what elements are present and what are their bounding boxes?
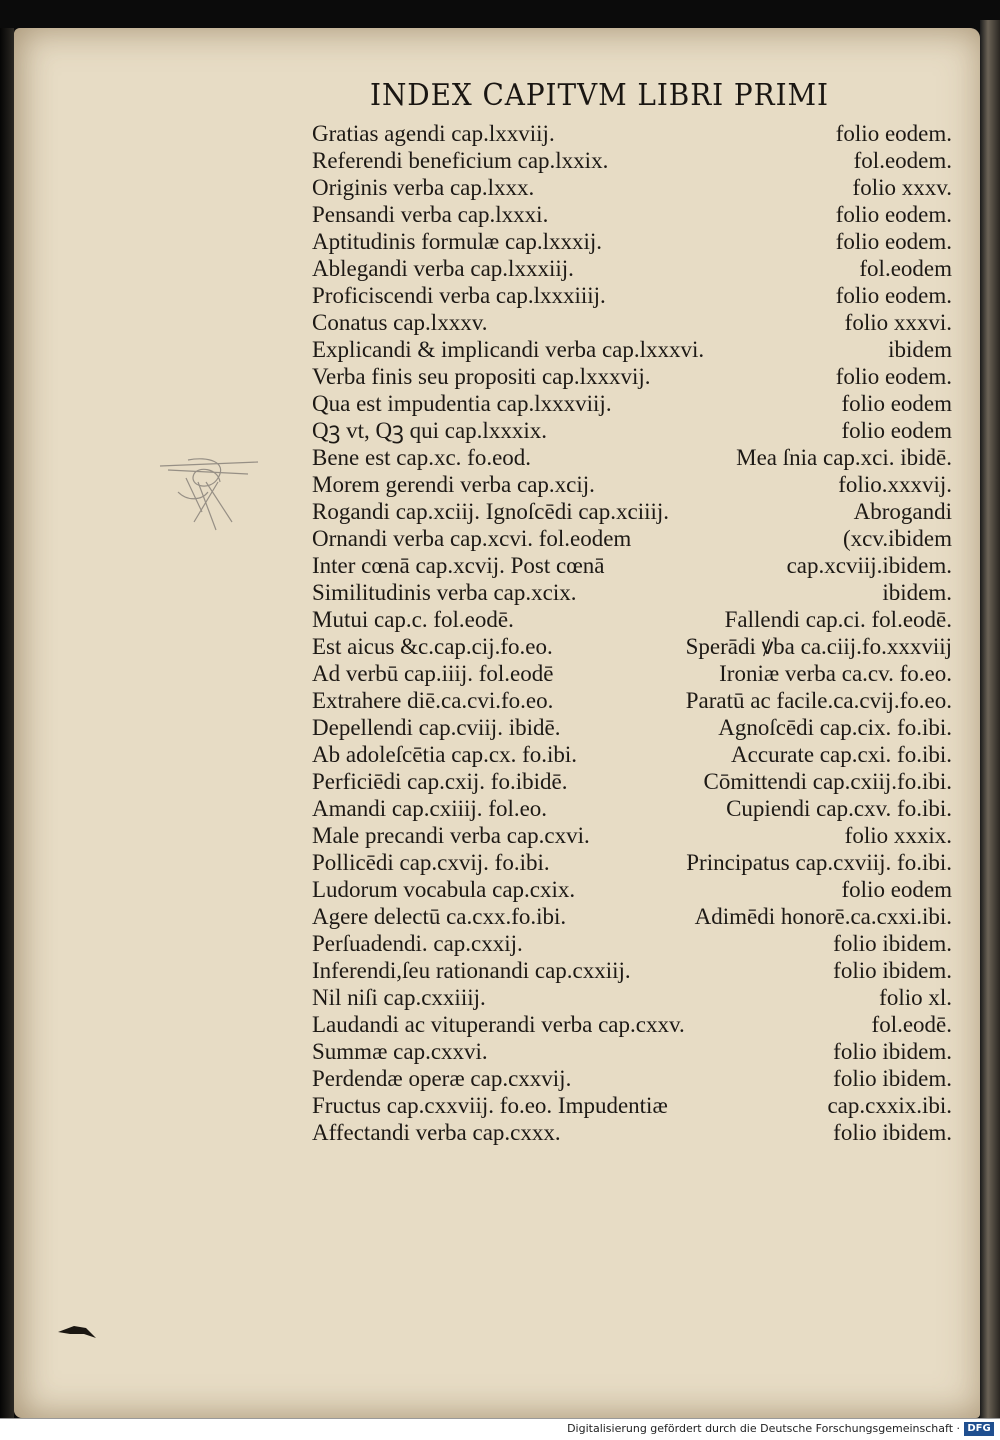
entry-text: Verba finis seu propositi cap.lxxxvij. (312, 364, 651, 389)
index-entry (312, 525, 952, 552)
index-entry (312, 633, 952, 660)
entry-folio: folio ibidem. (833, 1066, 952, 1091)
entry-folio: folio eodem (841, 391, 952, 416)
index-entry (312, 552, 952, 579)
entry-text: Agere delectū ca.cxx.fo.ibi. (312, 904, 567, 929)
scan-left-border (0, 28, 14, 1418)
scan-right-border (980, 20, 1000, 1420)
entry-folio: ibidem (888, 337, 952, 362)
entry-text: Extrahere diē.ca.cvi.fo.eo. (312, 688, 554, 713)
ink-blot (56, 1320, 100, 1342)
footer-credit: Digitalisierung gefördert durch die Deutsche Forschungsgemeinschaft · (567, 1422, 960, 1435)
entry-text: Explicandi & implicandi verba cap.lxxxvi. (312, 337, 705, 362)
index-entry (312, 471, 952, 498)
index-entry (312, 363, 952, 390)
entry-folio: folio ibidem. (833, 1120, 952, 1145)
entry-folio: Fallendi cap.ci. fol.eodē. (724, 607, 952, 632)
entry-text: Qꝫ vt, Qꝫ qui cap.lxxxix. (312, 418, 547, 443)
entry-text: Inter cœnā cap.xcvij. Post cœnā (312, 553, 605, 578)
index-entry (312, 1011, 952, 1038)
entry-text: Fructus cap.cxxviij. fo.eo. Impudentiæ (312, 1093, 668, 1118)
entry-folio: folio ibidem. (833, 958, 952, 983)
entry-folio: folio xl. (879, 985, 952, 1010)
entry-folio: folio eodem. (835, 283, 952, 308)
entry-text: Ornandi verba cap.xcvi. fol.eodem (312, 526, 632, 551)
entry-folio: folio xxxv. (852, 175, 952, 200)
index-entry (312, 930, 952, 957)
index-entry (312, 1065, 952, 1092)
index-entry (312, 606, 952, 633)
index-entry (312, 687, 952, 714)
entry-folio: Cupiendi cap.cxv. fo.ibi. (726, 796, 952, 821)
entry-text: Ludorum vocabula cap.cxix. (312, 877, 576, 902)
index-entry (312, 498, 952, 525)
entry-folio: ibidem. (882, 580, 952, 605)
entry-text: Referendi beneficium cap.lxxix. (312, 148, 609, 173)
entry-folio: folio.xxxvij. (838, 472, 952, 497)
index-entry (312, 174, 952, 201)
index-entry (312, 444, 952, 471)
index-entry (312, 255, 952, 282)
entry-text: Ab adoleſcētia cap.cx. fo.ibi. (312, 742, 578, 767)
entry-folio: Sperādi ꝟba ca.ciij.fo.xxxviij (685, 634, 952, 659)
entry-text: Rogandi cap.xciij. Ignoſcēdi cap.xciiij. (312, 499, 670, 524)
entry-folio: fol.eodem. (853, 148, 952, 173)
entry-text: Bene est cap.xc. fo.eod. (312, 445, 532, 470)
index-entry (312, 660, 952, 687)
index-entry (312, 984, 952, 1011)
entry-text: Amandi cap.cxiiij. fol.eo. (312, 796, 548, 821)
entry-folio: Ironiæ verba ca.cv. fo.eo. (719, 661, 952, 686)
entry-folio: folio ibidem. (833, 931, 952, 956)
entry-text: Proficiscendi verba cap.lxxxiiij. (312, 283, 606, 308)
index-entry (312, 228, 952, 255)
index-entry (312, 390, 952, 417)
entry-folio: Paratū ac facile.ca.cvij.fo.eo. (685, 688, 952, 713)
entry-text: Qua est impudentia cap.lxxxviij. (312, 391, 612, 416)
entry-text: Perdendæ operæ cap.cxxvij. (312, 1066, 572, 1091)
entry-text: Summæ cap.cxxvi. (312, 1039, 488, 1064)
index-entry (312, 309, 952, 336)
entry-text: Depellendi cap.cviij. ibidē. (312, 715, 561, 740)
index-entry (312, 822, 952, 849)
entry-text: Male precandi verba cap.cxvi. (312, 823, 590, 848)
entry-folio: Mea ſnia cap.xci. ibidē. (736, 445, 952, 470)
entry-folio: fol.eodē. (871, 1012, 952, 1037)
entry-text: Aptitudinis formulæ cap.lxxxij. (312, 229, 603, 254)
entry-text: Perficiēdi cap.cxij. fo.ibidē. (312, 769, 568, 794)
index-entry (312, 1119, 952, 1146)
entry-text: Nil niſi cap.cxxiiij. (312, 985, 486, 1010)
entry-folio: Abrogandi (853, 499, 952, 524)
index-entry (312, 849, 952, 876)
entry-folio: folio eodem. (835, 202, 952, 227)
index-entry (312, 795, 952, 822)
entry-folio: folio eodem. (835, 364, 952, 389)
entry-folio: Principatus cap.cxviij. fo.ibi. (686, 850, 952, 875)
index-entry (312, 903, 952, 930)
entry-text: Similitudinis verba cap.xcix. (312, 580, 577, 605)
index-entry (312, 147, 952, 174)
entry-text: Perſuadendi. cap.cxxij. (312, 931, 523, 956)
entry-folio: fol.eodem (859, 256, 952, 281)
entry-text: Laudandi ac vituperandi verba cap.cxxv. (312, 1012, 685, 1037)
entry-text: Mutui cap.c. fol.eodē. (312, 607, 514, 632)
index-entry (312, 1038, 952, 1065)
entry-text: Ablegandi verba cap.lxxxiij. (312, 256, 574, 281)
entry-text: Affectandi verba cap.cxxx. (312, 1120, 561, 1145)
page-title: INDEX CAPITVM LIBRI PRIMI (370, 78, 829, 113)
entry-folio: Cōmittendi cap.cxiij.fo.ibi. (703, 769, 952, 794)
entry-text: Ad verbū cap.iiij. fol.eodē (312, 661, 554, 686)
index-entry (312, 579, 952, 606)
entry-text: Originis verba cap.lxxx. (312, 175, 535, 200)
entry-folio: (xcv.ibidem (842, 526, 952, 551)
entry-folio: Agnoſcēdi cap.cix. fo.ibi. (718, 715, 952, 740)
digitization-footer (0, 1418, 1000, 1440)
entry-text: Est aicus &c.cap.cij.fo.eo. (312, 634, 553, 659)
dfg-logo[interactable]: DFG (964, 1422, 994, 1436)
entry-folio: cap.xcviij.ibidem. (786, 553, 952, 578)
index-entry (312, 336, 952, 363)
entry-text: Conatus cap.lxxxv. (312, 310, 488, 335)
index-entry (312, 201, 952, 228)
index-entry (312, 120, 952, 147)
index-entry (312, 1092, 952, 1119)
entry-folio: folio eodem. (835, 121, 952, 146)
index-entry (312, 741, 952, 768)
chapter-index-list (312, 120, 952, 1146)
entry-text: Pollicēdi cap.cxvij. fo.ibi. (312, 850, 550, 875)
entry-folio: Adimēdi honorē.ca.cxxi.ibi. (694, 904, 952, 929)
marginal-sketch (158, 452, 264, 542)
entry-folio: cap.cxxix.ibi. (827, 1093, 952, 1118)
index-entry (312, 876, 952, 903)
entry-folio: folio eodem (841, 877, 952, 902)
entry-text: Morem gerendi verba cap.xcij. (312, 472, 595, 497)
index-entry (312, 957, 952, 984)
entry-folio: folio xxxix. (844, 823, 952, 848)
entry-folio: folio xxxvi. (844, 310, 952, 335)
index-entry (312, 417, 952, 444)
entry-folio: folio eodem (841, 418, 952, 443)
entry-text: Gratias agendi cap.lxxviij. (312, 121, 555, 146)
index-entry (312, 282, 952, 309)
index-entry (312, 714, 952, 741)
index-entry (312, 768, 952, 795)
entry-folio: folio eodem. (835, 229, 952, 254)
entry-folio: Accurate cap.cxi. fo.ibi. (731, 742, 952, 767)
entry-text: Inferendi,ſeu rationandi cap.cxxiij. (312, 958, 631, 983)
entry-folio: folio ibidem. (833, 1039, 952, 1064)
entry-text: Pensandi verba cap.lxxxi. (312, 202, 549, 227)
